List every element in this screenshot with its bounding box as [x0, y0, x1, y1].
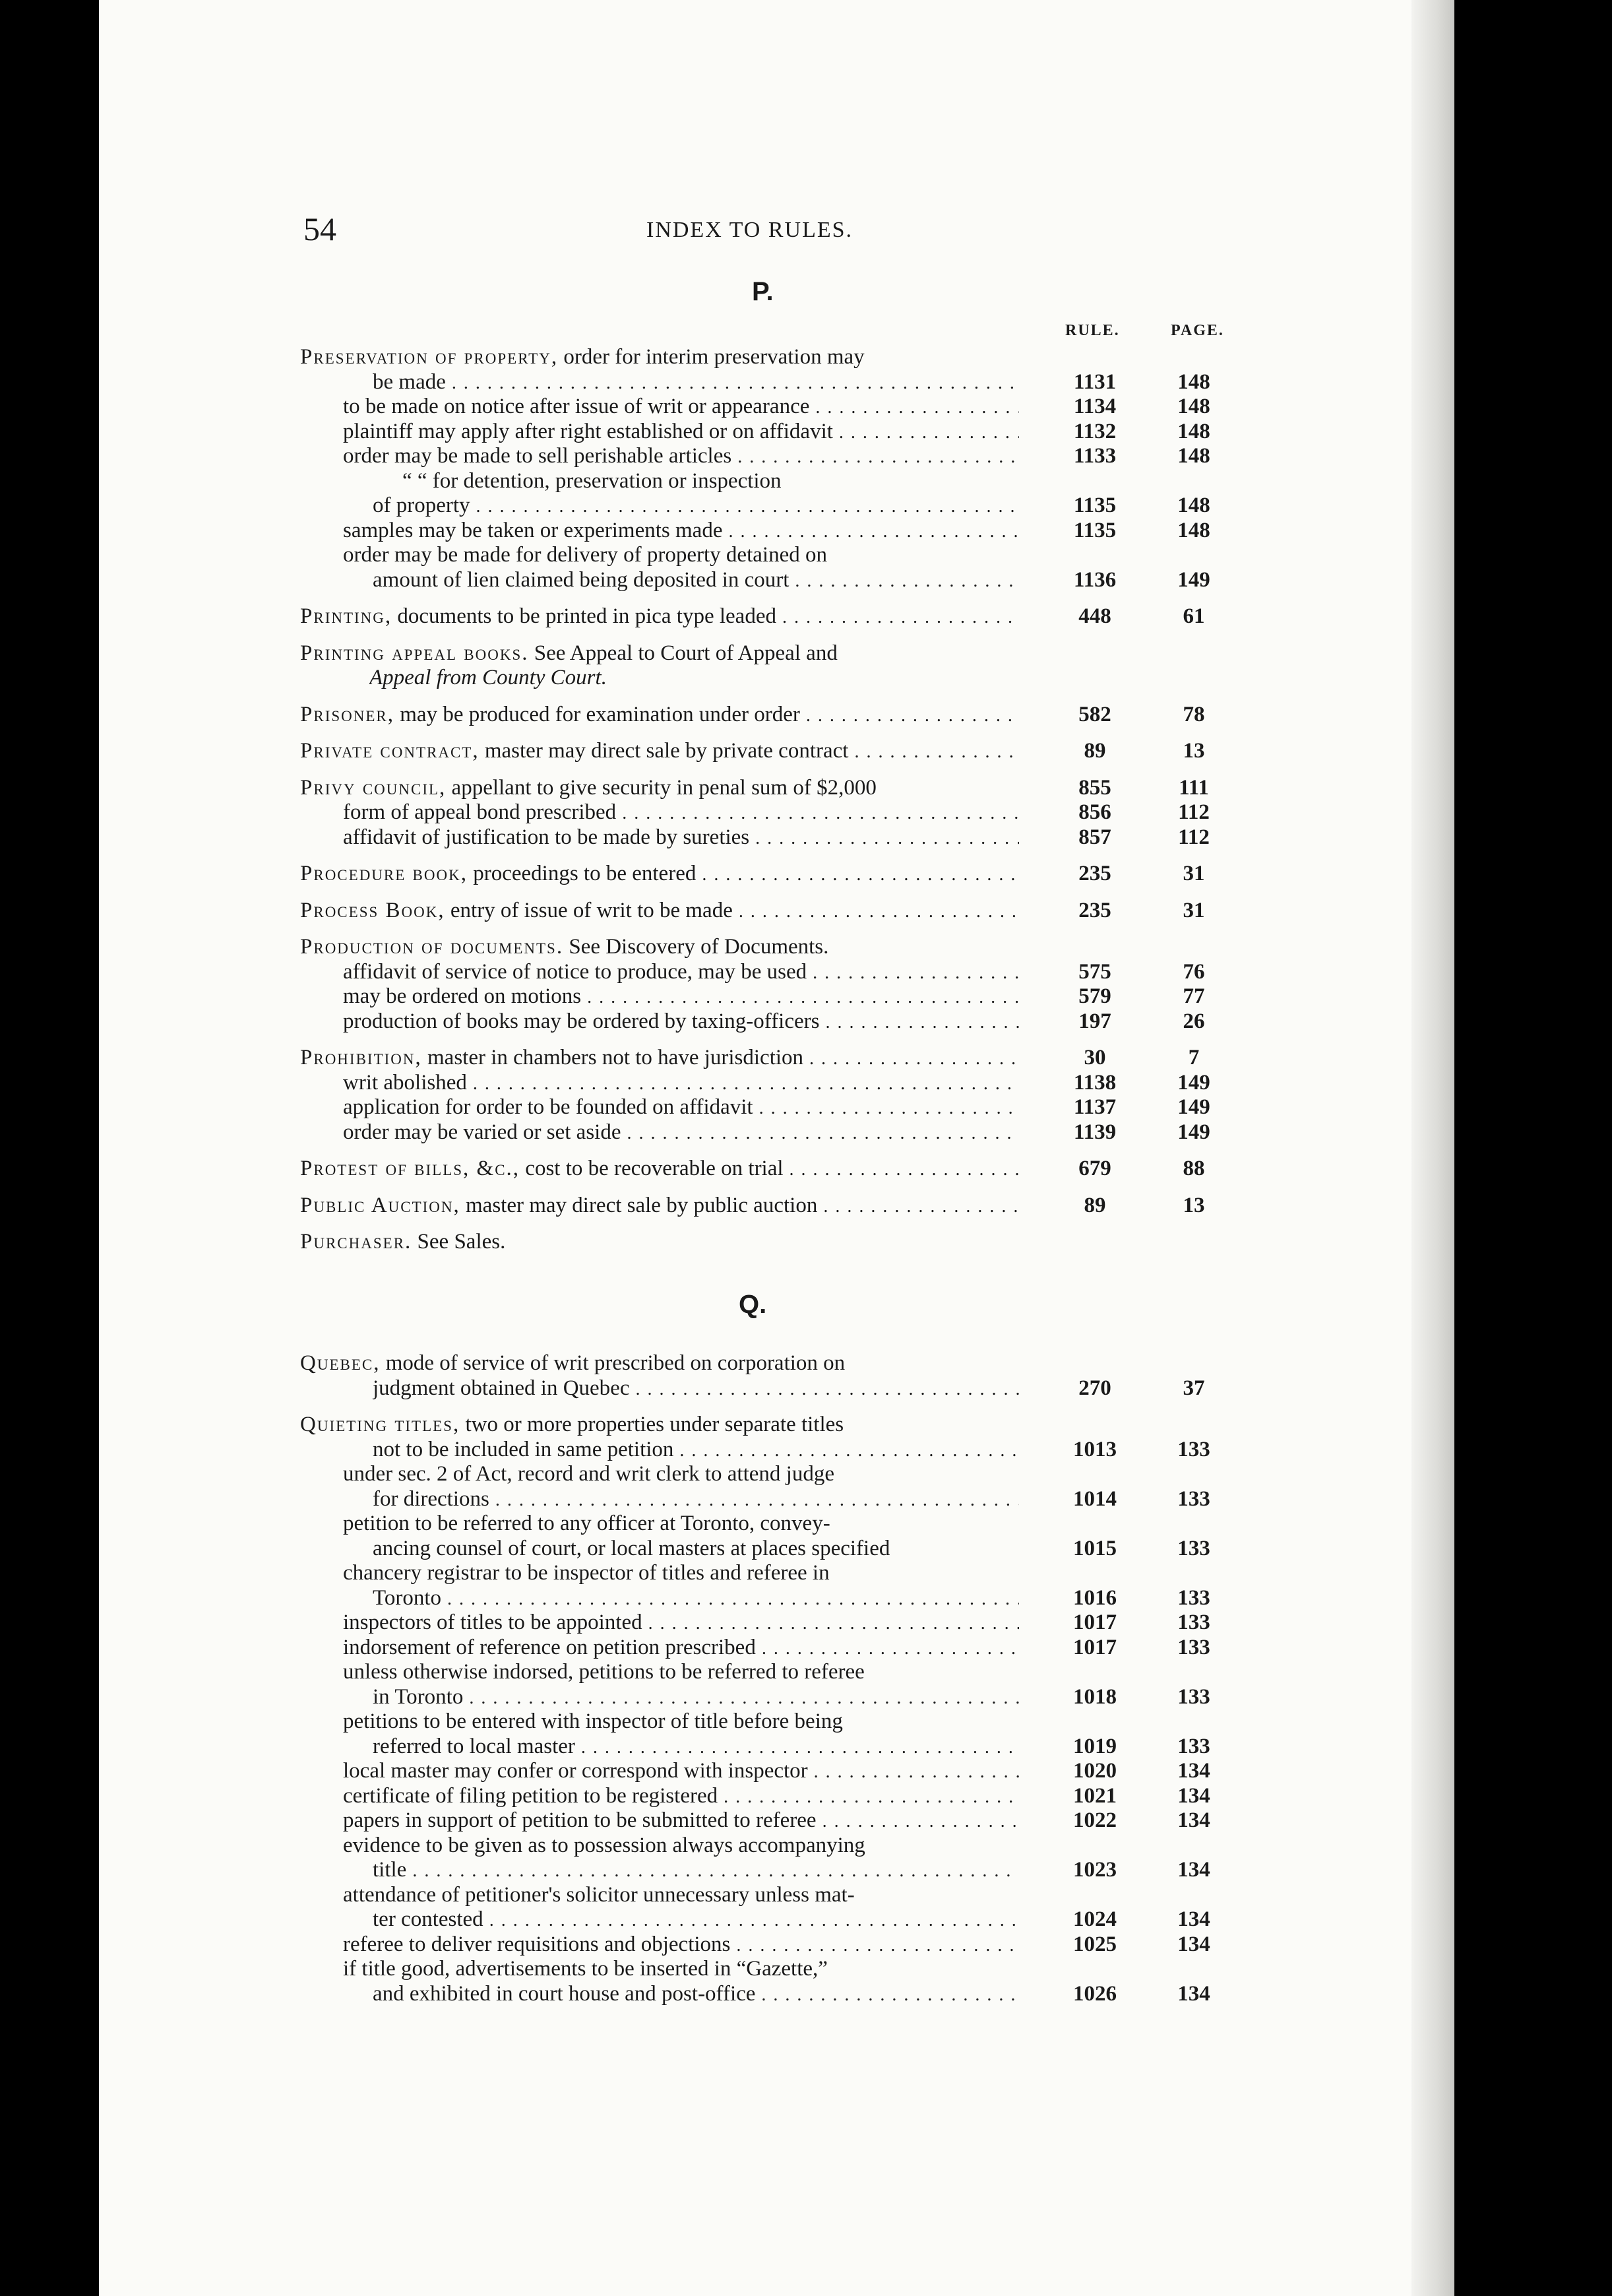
page-reference: 78	[1183, 702, 1205, 726]
page-reference: 149	[1177, 1120, 1210, 1144]
entry-body: order for interim preservation may	[563, 345, 865, 369]
rule-number: 1135	[1073, 518, 1117, 542]
entry-heading: Public Auction,	[300, 1193, 460, 1217]
index-entry-line	[0, 1733, 1612, 1760]
entry-text	[343, 1881, 1019, 1909]
rule-number: 1134	[1073, 395, 1117, 418]
entry-heading: Quieting titles,	[300, 1413, 460, 1436]
entry-heading: Protest of bills, &c.,	[300, 1157, 520, 1180]
entry-text	[402, 467, 1019, 495]
entry-body: inspectors of titles to be appointed	[343, 1610, 642, 1634]
rule-number: 1132	[1073, 419, 1117, 443]
page-reference: 134	[1177, 1783, 1210, 1808]
entry-body: judgment obtained in Quebec	[373, 1376, 630, 1400]
entry-body: plaintiff may apply after right established or on affidavit	[343, 419, 833, 443]
entry-heading: Private contract,	[300, 739, 480, 763]
entry-body: if title good, advertisements to be inserted in “Gazette,”	[343, 1957, 828, 1981]
entry-body: affidavit of justification to be made by sureties	[343, 825, 750, 849]
entry-body: be made	[373, 369, 446, 394]
index-entry-line	[0, 982, 1612, 1010]
entry-body: cost to be recoverable on trial	[525, 1157, 784, 1180]
index-entry-line	[0, 1584, 1612, 1612]
entry-body: mode of service of writ prescribed on corporation on	[385, 1351, 846, 1375]
entry-text	[343, 1658, 1019, 1686]
rule-number: 679	[1078, 1157, 1111, 1180]
page-reference: 133	[1177, 1610, 1210, 1634]
rule-number: 1020	[1073, 1759, 1117, 1783]
index-entry-line	[0, 1093, 1612, 1121]
entry-body: evidence to be given as to possession always accompanying	[343, 1833, 865, 1857]
index-entry-line	[0, 393, 1612, 420]
section-letter: Q.	[739, 1290, 767, 1319]
entry-body: may be ordered on motions	[343, 984, 582, 1008]
entry-text	[373, 566, 1019, 595]
index-entry-line	[0, 1510, 1612, 1537]
page-reference: 149	[1177, 567, 1210, 592]
entry-text	[343, 1832, 1019, 1859]
index-entry-heading	[0, 1192, 1612, 1219]
page-reference: 148	[1177, 369, 1210, 394]
rule-number: 270	[1078, 1376, 1111, 1400]
entry-text	[300, 737, 1019, 766]
index-entry-heading	[0, 1155, 1612, 1182]
index-entry-line	[0, 1436, 1612, 1463]
entry-body: master may direct sale by public auction	[466, 1193, 818, 1217]
index-entry-line	[0, 1609, 1612, 1636]
rule-number: 1015	[1073, 1536, 1117, 1560]
entry-text	[300, 343, 1019, 371]
entry-heading: Purchaser.	[300, 1230, 412, 1254]
rule-number: 1131	[1073, 369, 1117, 394]
page-reference: 133	[1177, 1635, 1210, 1659]
entry-body: Appeal from County Court.	[369, 666, 607, 689]
entry-body: order may be made for delivery of property detained on	[343, 543, 827, 567]
entry-text	[343, 1118, 1019, 1147]
page-reference: 112	[1178, 825, 1210, 849]
index-entry-heading	[0, 1411, 1612, 1438]
entry-body: referee to deliver requisitions and objections	[343, 1932, 731, 1956]
index-entry-line	[0, 368, 1612, 396]
entry-body: form of appeal bond prescribed	[343, 800, 617, 824]
entry-body: title	[373, 1858, 407, 1882]
entry-body: may be produced for examination under order	[400, 702, 800, 726]
page-reference: 31	[1183, 862, 1205, 885]
index-entry-line	[0, 1930, 1612, 1958]
index-entry-heading	[0, 1349, 1612, 1377]
index-entry-line	[0, 1658, 1612, 1686]
entry-body: papers in support of petition to be submitted to referee	[343, 1808, 817, 1832]
entry-body: entry of issue of writ to be made	[450, 898, 733, 922]
entry-body: order may be made to sell perishable articles	[343, 444, 732, 468]
entry-body: proceedings to be entered	[473, 862, 697, 885]
index-entry-heading	[0, 860, 1612, 887]
entry-text	[369, 664, 1019, 691]
rule-number: 579	[1078, 984, 1111, 1008]
entry-text	[300, 774, 1019, 802]
entry-text	[343, 823, 1019, 852]
index-entry-line	[0, 517, 1612, 544]
index-entry-line	[0, 1707, 1612, 1735]
index-entry-heading	[0, 737, 1612, 765]
entry-text	[300, 701, 1019, 730]
entry-heading: Printing appeal books.	[300, 641, 529, 665]
rule-number: 1133	[1073, 444, 1117, 468]
rule-number: 1024	[1073, 1907, 1117, 1931]
page-reference: 76	[1183, 959, 1205, 984]
entry-text	[300, 1228, 1019, 1256]
index-entry-line	[0, 798, 1612, 826]
entry-text	[300, 639, 1019, 667]
index-entry-line	[0, 1955, 1612, 1983]
entry-text	[300, 1411, 1019, 1438]
index-entry-line	[0, 1757, 1612, 1785]
index-entry-line	[0, 1905, 1612, 1933]
entry-text	[300, 1155, 1019, 1184]
rule-number: 575	[1078, 959, 1111, 984]
entry-body: master may direct sale by private contract	[484, 739, 849, 763]
index-entry-line	[0, 1634, 1612, 1661]
index-entry-heading	[0, 1044, 1612, 1071]
entry-body: referred to local master	[373, 1734, 575, 1758]
index-entry-heading	[0, 343, 1612, 371]
entry-text	[300, 1192, 1019, 1221]
entry-body: two or more properties under separate titles	[465, 1413, 844, 1436]
entry-body: writ abolished	[343, 1070, 467, 1095]
entry-text	[373, 1374, 1019, 1403]
entry-heading: Production of documents.	[300, 935, 564, 959]
entry-body: certificate of filing petition to be registered	[343, 1783, 718, 1808]
entry-body: documents to be printed in pica type leaded	[397, 604, 776, 628]
entry-text	[373, 1535, 1019, 1562]
index-entry-heading	[0, 1228, 1612, 1256]
entry-body: appellant to give security in penal sum of $2,000	[451, 775, 877, 800]
entry-body: See Appeal to Court of Appeal and	[534, 641, 838, 665]
entry-text	[343, 1460, 1019, 1488]
index-entry-line	[0, 467, 1612, 495]
entry-body: of property	[373, 494, 470, 517]
page-reference: 134	[1177, 1808, 1210, 1832]
entry-heading: Privy council,	[300, 775, 447, 800]
entry-body: under sec. 2 of Act, record and writ clerk to attend judge	[343, 1462, 834, 1486]
rule-number: 1016	[1073, 1585, 1117, 1610]
entry-text	[300, 1349, 1019, 1377]
entry-body: See Discovery of Documents.	[569, 935, 829, 959]
page-reference: 7	[1188, 1046, 1200, 1069]
rule-number: 1023	[1073, 1858, 1117, 1882]
index-entry-line	[0, 492, 1612, 519]
page-reference: 148	[1177, 419, 1210, 443]
entry-text	[343, 1707, 1019, 1735]
index-entry-line	[0, 442, 1612, 470]
index-entry-line	[0, 566, 1612, 594]
entry-body: ancing counsel of court, or local masters at places specified	[373, 1536, 890, 1560]
page-reference: 134	[1177, 1858, 1210, 1882]
page-reference: 61	[1183, 604, 1205, 628]
entry-body: and exhibited in court house and post-office	[373, 1981, 756, 2006]
index-entry-line	[0, 664, 1612, 691]
entry-body: attendance of petitioner's solicitor unnecessary unless mat-	[343, 1882, 855, 1907]
entry-body: affidavit of service of notice to produce, may be used	[343, 959, 807, 984]
page-reference: 149	[1177, 1070, 1210, 1095]
rule-number: 1013	[1073, 1437, 1117, 1461]
rule-number: 1135	[1073, 494, 1117, 517]
index-entry-line	[0, 418, 1612, 445]
index-entry-line	[0, 1683, 1612, 1711]
index-entry-line	[0, 1806, 1612, 1834]
entry-text	[343, 1559, 1019, 1587]
rule-number: 1021	[1073, 1783, 1117, 1808]
rule-number: 1019	[1073, 1734, 1117, 1758]
entry-body: not to be included in same petition	[373, 1437, 674, 1461]
index-entry-heading	[0, 602, 1612, 630]
entry-body: samples may be taken or experiments made	[343, 518, 723, 542]
entry-heading: Printing,	[300, 604, 392, 628]
index-entry-line	[0, 1485, 1612, 1513]
entry-heading: Prohibition,	[300, 1046, 422, 1069]
rule-number: 235	[1078, 862, 1111, 885]
rule-number: 1022	[1073, 1808, 1117, 1832]
page-reference: 133	[1177, 1486, 1210, 1511]
entry-body: application for order to be founded on affidavit	[343, 1095, 753, 1119]
entry-body: chancery registrar to be inspector of titles and referee in	[343, 1561, 830, 1585]
rule-number: 1136	[1073, 567, 1117, 592]
page-reference: 133	[1177, 1585, 1210, 1610]
page-reference: 133	[1177, 1536, 1210, 1560]
page-reference: 31	[1183, 898, 1205, 922]
page-reference: 37	[1183, 1376, 1205, 1400]
page-reference: 77	[1183, 984, 1205, 1008]
page-reference: 112	[1178, 800, 1210, 824]
entry-text	[343, 1510, 1019, 1537]
entry-text	[343, 1007, 1019, 1036]
rule-number: 448	[1078, 604, 1111, 628]
entry-body: petition to be referred to any officer at Toronto, convey-	[343, 1512, 830, 1535]
rule-number: 89	[1084, 739, 1106, 763]
entry-text	[300, 860, 1019, 889]
index-entry-line	[0, 1118, 1612, 1146]
entry-heading: Procedure book,	[300, 862, 468, 885]
rule-number: 1026	[1073, 1981, 1117, 2006]
rule-number: 1137	[1073, 1095, 1117, 1119]
rule-number: 235	[1078, 898, 1111, 922]
column-header-rule: RULE.	[1065, 322, 1120, 339]
entry-body: unless otherwise indorsed, petitions to be referred to referee	[343, 1660, 865, 1684]
page-reference: 148	[1177, 518, 1210, 542]
index-entry-line	[0, 1856, 1612, 1884]
page-reference: 149	[1177, 1095, 1210, 1119]
page-reference: 88	[1183, 1157, 1205, 1180]
rule-number: 855	[1078, 775, 1111, 800]
rule-number: 856	[1078, 800, 1111, 824]
entry-body: order may be varied or set aside	[343, 1120, 621, 1144]
rule-number: 1018	[1073, 1684, 1117, 1709]
rule-number: 1017	[1073, 1610, 1117, 1634]
page-reference: 13	[1183, 1193, 1205, 1217]
rule-number: 1014	[1073, 1486, 1117, 1511]
entry-body: Toronto	[373, 1585, 442, 1610]
entry-body: in Toronto	[373, 1684, 464, 1709]
page-reference: 111	[1179, 775, 1209, 800]
page-reference: 134	[1177, 1981, 1210, 2006]
entry-body: amount of lien claimed being deposited in court	[373, 567, 790, 592]
entry-heading: Process Book,	[300, 898, 445, 922]
section-letter: P.	[752, 277, 774, 306]
index-entry-line	[0, 541, 1612, 569]
page-reference: 133	[1177, 1684, 1210, 1709]
index-entry-line	[0, 1980, 1612, 2008]
index-entry-line	[0, 1460, 1612, 1488]
index-entry-line	[0, 1832, 1612, 1859]
page-reference: 13	[1183, 739, 1205, 763]
entry-body: to be made on notice after issue of writ or appearance	[343, 395, 810, 418]
index-entry-line	[0, 1069, 1612, 1097]
page-reference: 26	[1183, 1009, 1205, 1033]
index-entry-line	[0, 1559, 1612, 1587]
page-reference: 148	[1177, 395, 1210, 418]
entry-body: production of books may be ordered by taxing-officers	[343, 1009, 820, 1033]
page-reference: 148	[1177, 494, 1210, 517]
rule-number: 857	[1078, 825, 1111, 849]
rule-number: 1025	[1073, 1932, 1117, 1956]
page-reference: 133	[1177, 1734, 1210, 1758]
index-entry-line	[0, 1782, 1612, 1810]
entry-heading: Preservation of property,	[300, 345, 559, 369]
entry-body: See Sales.	[417, 1230, 506, 1254]
index-entry-heading	[0, 933, 1612, 961]
index-entry-heading	[0, 774, 1612, 802]
rule-number: 582	[1078, 702, 1111, 726]
index-entry-line	[0, 958, 1612, 986]
rule-number: 1139	[1073, 1120, 1117, 1144]
rule-number: 1017	[1073, 1635, 1117, 1659]
entry-body: for directions	[373, 1486, 489, 1511]
entry-heading: Quebec,	[300, 1351, 381, 1375]
entry-body: petitions to be entered with inspector of title before being	[343, 1709, 843, 1733]
index-entry-line	[0, 1007, 1612, 1035]
entry-body: “ “ for detention, preservation or inspection	[402, 468, 782, 493]
index-entry-line	[0, 1881, 1612, 1909]
entry-body: ter contested	[373, 1907, 483, 1931]
index-entry-heading	[0, 639, 1612, 667]
rule-number: 30	[1084, 1046, 1106, 1069]
entry-heading: Prisoner,	[300, 702, 395, 726]
index-entry-line	[0, 823, 1612, 851]
page-number: 54	[303, 210, 336, 247]
rule-number: 1138	[1073, 1070, 1117, 1095]
rule-number: 197	[1078, 1009, 1111, 1033]
index-entry-line	[0, 1374, 1612, 1402]
page-reference: 148	[1177, 444, 1210, 468]
entry-body: local master may confer or correspond with inspector	[343, 1759, 808, 1783]
rule-number: 89	[1084, 1193, 1106, 1217]
entry-text	[373, 1980, 1019, 2009]
page-reference: 134	[1177, 1759, 1210, 1783]
entry-body: master in chambers not to have jurisdiction	[427, 1046, 804, 1069]
entry-text	[300, 933, 1019, 961]
page-reference: 133	[1177, 1437, 1210, 1461]
index-entry-heading	[0, 897, 1612, 924]
entry-text	[343, 1955, 1019, 1983]
index-entry-heading	[0, 701, 1612, 728]
page-reference: 134	[1177, 1907, 1210, 1931]
entry-text	[343, 541, 1019, 569]
entry-text	[300, 897, 1019, 926]
index-entry-line	[0, 1535, 1612, 1562]
running-head: INDEX TO RULES.	[646, 218, 853, 242]
entry-body: indorsement of reference on petition prescribed	[343, 1635, 756, 1659]
entry-text	[300, 602, 1019, 631]
column-header-page: PAGE.	[1171, 322, 1224, 339]
page-reference: 134	[1177, 1932, 1210, 1956]
